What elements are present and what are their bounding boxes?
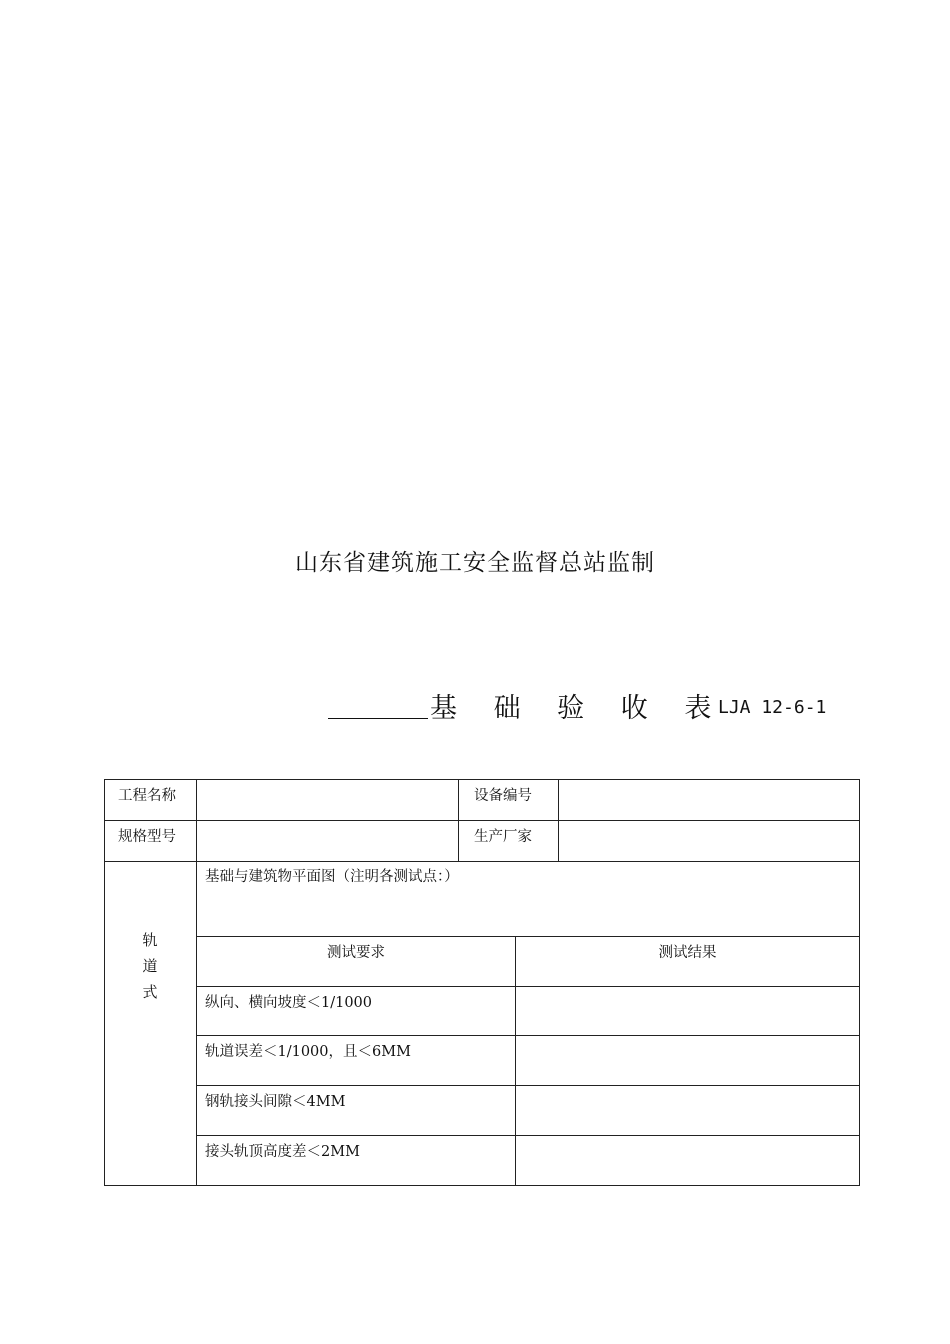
equipment-number-field[interactable] bbox=[566, 784, 852, 814]
foundation-plan-note: 基础与建筑物平面图（注明各测试点：） bbox=[205, 869, 459, 885]
foundation-plan-area[interactable] bbox=[204, 887, 852, 931]
project-name-label: 工程名称 bbox=[118, 788, 176, 804]
requirement-joint-gap: 钢轨接头间隙＜4MM bbox=[205, 1094, 346, 1110]
equipment-name-blank[interactable] bbox=[328, 718, 428, 719]
manufacturer-field[interactable] bbox=[566, 825, 852, 855]
result-joint-gap[interactable] bbox=[522, 1090, 852, 1128]
issuing-organization: 山东省建筑施工安全监督总站监制 bbox=[295, 550, 655, 576]
model-spec-label: 规格型号 bbox=[118, 829, 176, 845]
equipment-number-label: 设备编号 bbox=[474, 788, 532, 804]
manufacturer-label: 生产厂家 bbox=[474, 829, 532, 845]
inspection-table bbox=[104, 779, 860, 1186]
col-header-result: 测试结果 bbox=[658, 945, 717, 961]
requirement-slope: 纵向、横向坡度＜1/1000 bbox=[205, 995, 373, 1011]
requirement-track-error: 轨道误差＜1/1000，且＜6MM bbox=[205, 1044, 411, 1060]
result-track-error[interactable] bbox=[522, 1040, 852, 1078]
form-code: LJA 12-6-1 bbox=[718, 697, 827, 718]
form-title: 基 础 验 收 表 bbox=[430, 693, 726, 724]
model-spec-field[interactable] bbox=[204, 825, 452, 855]
section-label-track-type: 轨 道 式 bbox=[142, 931, 158, 1001]
project-name-field[interactable] bbox=[204, 784, 452, 814]
requirement-joint-height: 接头轨顶高度差＜2MM bbox=[205, 1144, 360, 1160]
result-joint-height[interactable] bbox=[522, 1140, 852, 1178]
col-header-requirement: 测试要求 bbox=[327, 945, 385, 961]
result-slope[interactable] bbox=[522, 991, 852, 1029]
